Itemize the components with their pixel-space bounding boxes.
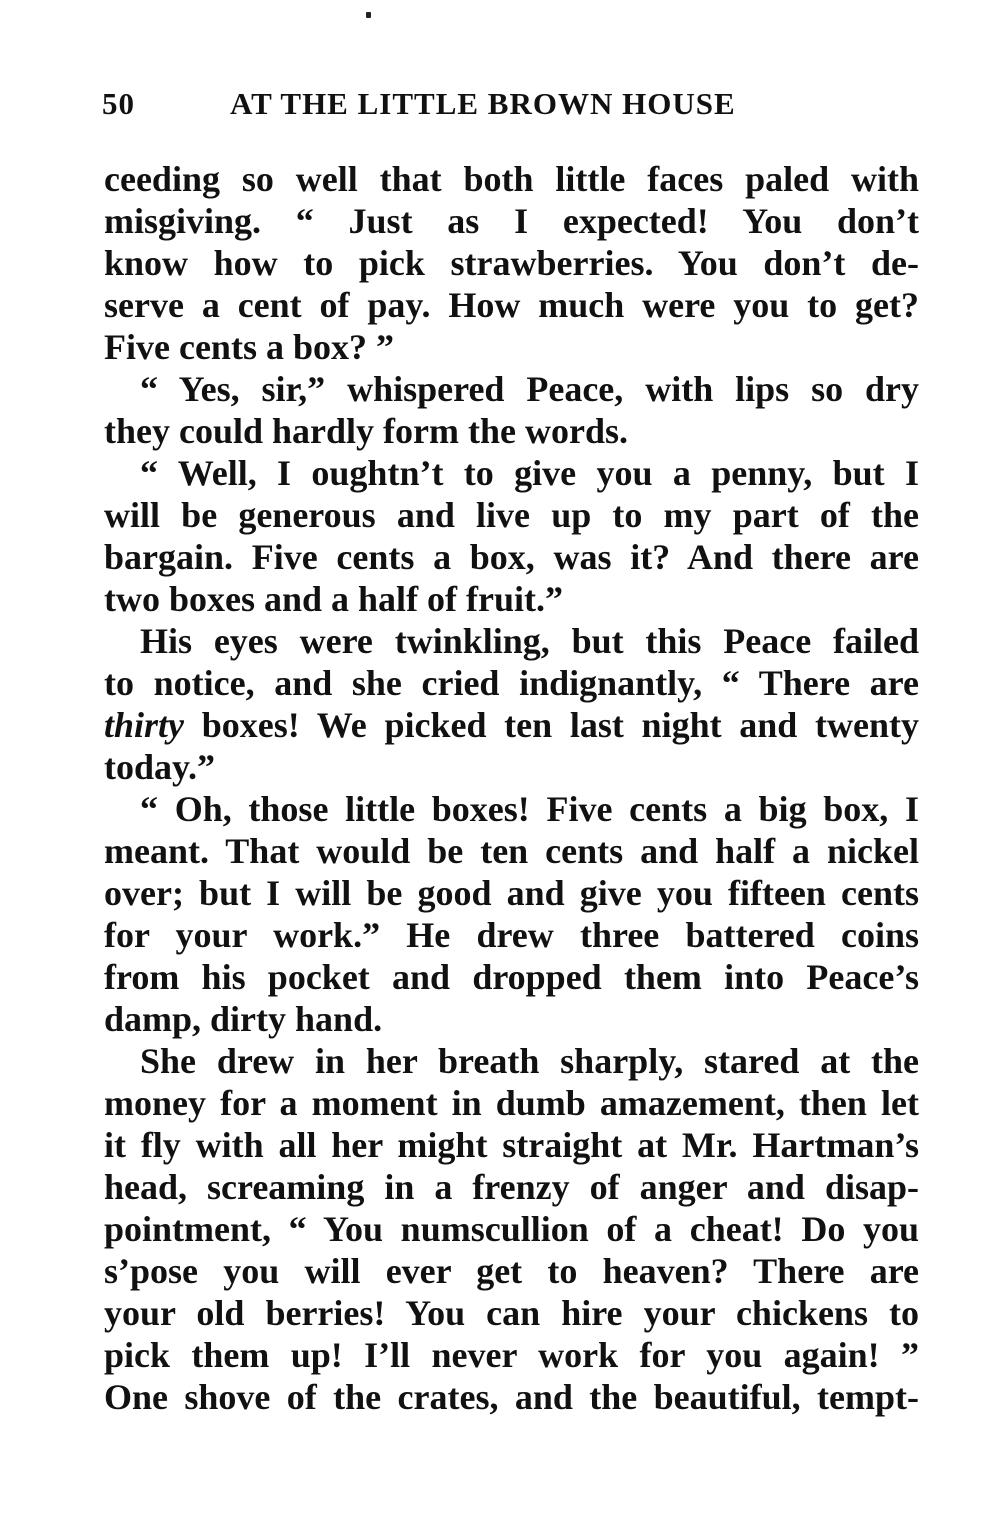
text-line: two boxes and a half of fruit.” [104,579,564,619]
text-line: ceeding so well that both little faces paled with [104,159,919,199]
text-line: “ Oh, those little boxes! Five cents a big box, I [140,789,919,829]
text-line: pick them up! I’ll never work for you again! ” [104,1335,919,1375]
text-line: She drew in her breath sharply, stared at the [140,1041,919,1081]
text-line: they could hardly form the words. [104,411,628,451]
text-line: damp, dirty hand. [104,999,383,1039]
text-line: it fly with all her might straight at Mr. Hartman’s [104,1125,919,1165]
text-line: “ Well, I oughtn’t to give you a penny, but I [140,453,919,493]
text-line: serve a cent of pay. How much were you to get? [104,285,919,325]
text-line: meant. That would be ten cents and half a nickel [104,831,919,871]
text-line: know how to pick strawberries. You don’t de- [104,243,919,283]
text-line: for your work.” He drew three battered coins [104,915,919,955]
emphasis-word: thirty [104,705,185,745]
body-text [104,158,919,1418]
line-text: boxes! We picked ten last night and twenty [184,705,919,745]
text-line: head, screaming in a frenzy of anger and disap- [104,1167,919,1207]
text-line: “ Yes, sir,” whispered Peace, with lips so dry [140,369,919,409]
text-line: bargain. Five cents a box, was it? And there are [104,537,919,577]
ink-speck [366,12,371,18]
text-line: will be generous and live up to my part of the [104,495,919,535]
text-line: money for a moment in dumb amazement, then let [104,1083,919,1123]
text-line: His eyes were twinkling, but this Peace failed [140,621,919,661]
text-line: over; but I will be good and give you fifteen cents [104,873,919,913]
running-head: AT THE LITTLE BROWN HOUSE [230,86,736,121]
text-line: your old berries! You can hire your chickens to [104,1293,919,1333]
text-line: pointment, “ You numscullion of a cheat! Do you [104,1209,919,1249]
text-line: today.” [104,747,216,787]
page-header [102,84,922,124]
text-line: from his pocket and dropped them into Peace’s [104,957,919,997]
text-line: s’pose you will ever get to heaven? There are [104,1251,919,1291]
text-line: to notice, and she cried indignantly, “ There are [104,663,919,703]
text-line [104,704,919,746]
text-line: Five cents a box? ” [104,327,394,367]
text-line: One shove of the crates, and the beautiful, tempt- [104,1377,919,1417]
page-number: 50 [102,86,135,121]
text-line: misgiving. “ Just as I expected! You don’t [104,201,919,241]
